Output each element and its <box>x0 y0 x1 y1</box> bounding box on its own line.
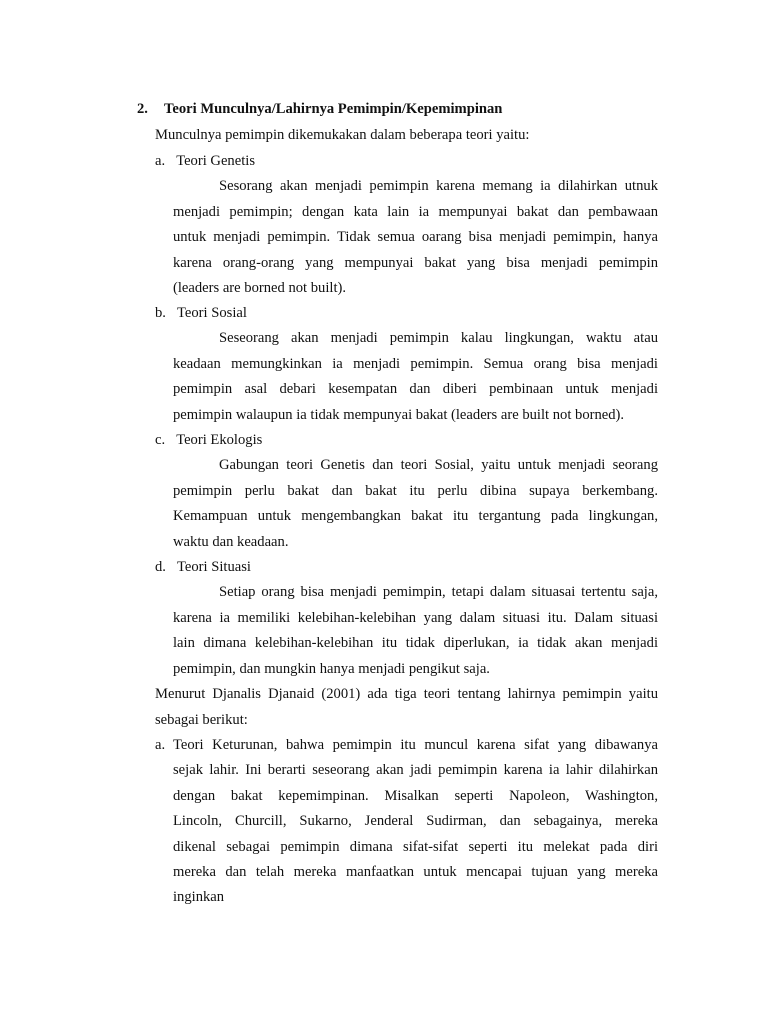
theory-marker: c. <box>155 432 166 448</box>
paragraph-line: sebagai berikut: <box>155 712 248 728</box>
theory-heading-a <box>155 152 768 170</box>
paragraph-line: mereka dan telah mereka manfaatkan untuk mencapai tujuan yang mereka <box>173 864 658 880</box>
section-number: 2. <box>137 101 148 117</box>
paragraph-line: Teori Keturunan, bahwa pemimpin itu muncul karena sifat yang dibawanya <box>173 737 658 753</box>
paragraph-line: dikenal sebagai pemimpin dimana sifat-sifat seperti itu melekat pada diri <box>173 839 658 855</box>
paragraph-line: Sesorang akan menjadi pemimpin karena memang ia dilahirkan utnuk <box>219 178 658 194</box>
paragraph-line: pemimpin walaupun ia tidak mempunyai bakat (leaders are built not borned). <box>173 407 625 423</box>
paragraph-line: lain dimana kelebihan-kelebihan itu tidak diperlukan, ia tidak akan menjadi <box>173 635 658 651</box>
section-heading <box>137 100 768 118</box>
theory-heading-d <box>155 558 768 576</box>
paragraph-line: keadaan memungkinkan ia menjadi pemimpin. Semua orang bisa menjadi <box>173 356 658 372</box>
paragraph-line: karena ia memiliki kelebihan-kelebihan yang dalam situasi itu. Dalam situasi <box>173 610 658 626</box>
list-marker: a. <box>155 737 166 753</box>
paragraph-line: (leaders are borned not built). <box>173 280 347 296</box>
section-title: Teori Munculnya/Lahirnya Pemimpin/Kepemimpinan <box>164 101 503 117</box>
paragraph-line: sejak lahir. Ini berarti seseorang akan jadi pemimpin karena ia lahir dilahirkan <box>173 762 658 778</box>
theory-marker: a. <box>155 153 166 169</box>
theory-title: Teori Situasi <box>177 559 251 575</box>
paragraph-line: Setiap orang bisa menjadi pemimpin, tetapi dalam situasai tertentu saja, <box>219 584 658 600</box>
theory-title: Teori Sosial <box>177 305 247 321</box>
paragraph-line: pemimpin asal debari kesempatan dan diberi pembinaan untuk menjadi <box>173 381 658 397</box>
paragraph-line: pemimpin, dan mungkin hanya menjadi pengikut saja. <box>173 661 490 677</box>
theory-marker: b. <box>155 305 166 321</box>
paragraph-line: menjadi pemimpin; dengan kata lain ia mempunyai bakat dan pembawaan <box>173 204 658 220</box>
paragraph-line: pemimpin perlu bakat dan bakat itu perlu dibina supaya berkembang. <box>173 483 658 499</box>
paragraph-line: inginkan <box>173 889 225 905</box>
paragraph-line: Lincoln, Churcill, Sukarno, Jenderal Sudirman, dan sebagainya, mereka <box>173 813 658 829</box>
paragraph-line: dengan bakat kepemimpinan. Misalkan seperti Napoleon, Washington, <box>173 788 658 804</box>
theory-marker: d. <box>155 559 166 575</box>
paragraph-line: Menurut Djanalis Djanaid (2001) ada tiga teori tentang lahirnya pemimpin yaitu <box>155 686 658 702</box>
paragraph-line: Kemampuan untuk mengembangkan bakat itu tergantung pada lingkungan, <box>173 508 658 524</box>
theory-title: Teori Ekologis <box>176 432 263 448</box>
section-intro: Munculnya pemimpin dikemukakan dalam beberapa teori yaitu: <box>155 127 530 143</box>
theory-heading-b <box>155 304 768 322</box>
paragraph-line: waktu dan keadaan. <box>173 534 289 550</box>
paragraph-line: Seseorang akan menjadi pemimpin kalau lingkungan, waktu atau <box>219 330 658 346</box>
paragraph-line: Gabungan teori Genetis dan teori Sosial, yaitu untuk menjadi seorang <box>219 457 658 473</box>
paragraph-line: karena orang-orang yang mempunyai bakat yang bisa menjadi pemimpin <box>173 255 658 271</box>
paragraph-line: untuk menjadi pemimpin. Tidak semua oarang bisa menjadi pemimpin, hanya <box>173 229 658 245</box>
theory-heading-c <box>155 431 768 449</box>
theory-title: Teori Genetis <box>176 153 255 169</box>
